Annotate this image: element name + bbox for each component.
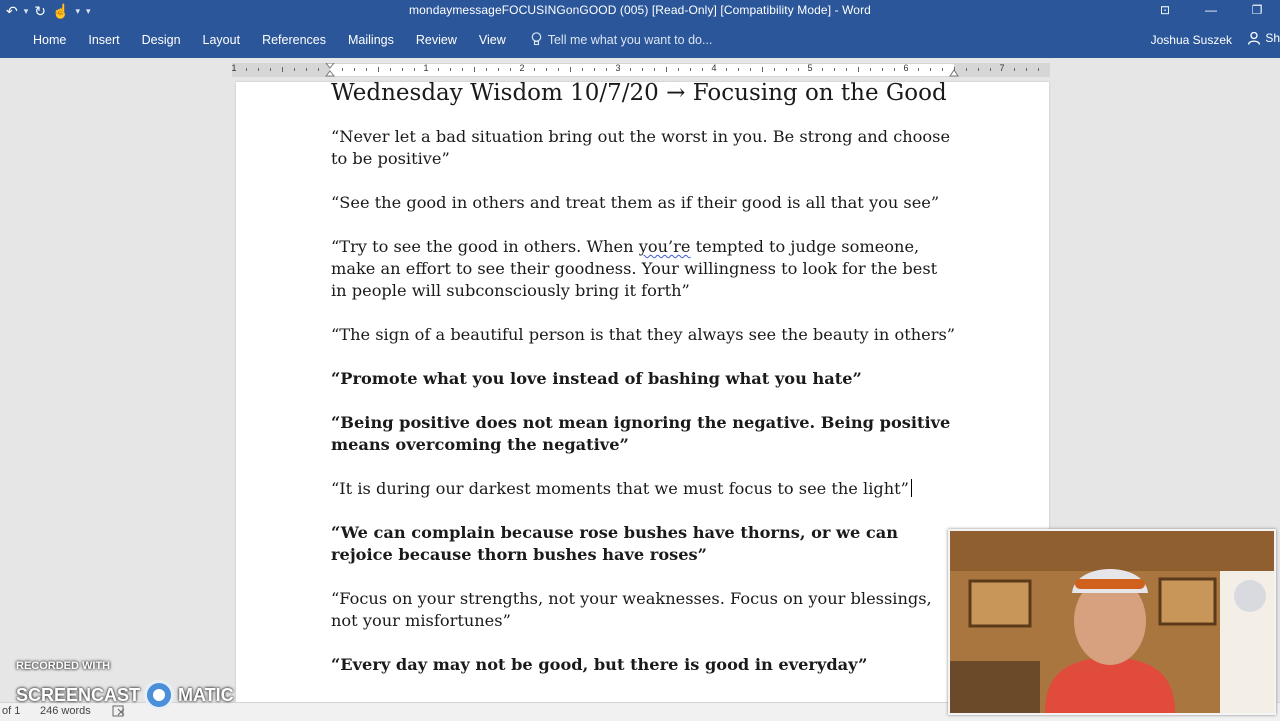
ruler-tick (414, 68, 415, 71)
quote-paragraph-bold: “Promote what you love instead of bashing what you hate” (331, 369, 862, 388)
quote-paragraph: “The sign of a beautiful person is that they always see the beauty in others” (331, 325, 956, 344)
ruler-tick (750, 68, 751, 71)
horizontal-ruler[interactable] (232, 63, 1050, 77)
user-name[interactable]: Joshua Suszek (1150, 33, 1232, 47)
quote-paragraph: “Never let a bad situation bring out the worst in you. Be strong and choose to be positive” (331, 127, 951, 168)
watermark-left-text: SCREENCAST (16, 684, 141, 705)
ruler-number: 4 (711, 63, 717, 73)
webcam-video-frame (950, 531, 1274, 713)
redo-icon[interactable]: ↻ (34, 2, 46, 19)
ruler-tick (570, 67, 571, 72)
restore-icon[interactable]: ❐ (1251, 3, 1263, 17)
document-page[interactable] (236, 82, 1049, 702)
ruler-tick (474, 67, 475, 72)
ruler-tick (870, 68, 871, 71)
share-button[interactable] (1247, 31, 1280, 45)
quote-paragraph-bold: “Being positive does not mean ignoring the negative. Being positive means overcoming the negative” (331, 413, 951, 454)
word-count[interactable]: 246 words (40, 705, 91, 717)
document-title: Wednesday Wisdom 10/7/20 → Focusing on the Good (331, 82, 947, 106)
ruler-tick (462, 68, 463, 71)
undo-dropdown-icon[interactable]: ▾ (23, 5, 29, 16)
quote-paragraph-bold: “Every day may not be good, but there is good in everyday” (331, 655, 868, 674)
minimize-icon[interactable]: — (1205, 3, 1217, 17)
tab-design[interactable]: Design (141, 33, 181, 47)
ruler-tick (702, 68, 703, 71)
ruler-tick (1026, 68, 1027, 71)
ruler-number: 1 (231, 63, 237, 73)
ruler-tick (438, 68, 439, 71)
quote-paragraph (331, 236, 956, 302)
ruler-number: 3 (615, 63, 621, 73)
tab-view[interactable]: View (478, 33, 506, 47)
person-icon (1247, 31, 1261, 45)
ruler-tick (378, 67, 379, 72)
ruler-tick (690, 68, 691, 71)
right-indent-marker[interactable] (949, 63, 959, 77)
ruler-tick (354, 68, 355, 71)
quote-paragraph: “Focus on your strengths, not your weaknesses. Focus on your blessings, not your misfortunes” (331, 589, 932, 630)
ruler-tick (498, 68, 499, 71)
ruler-tick (270, 68, 271, 71)
ruler-tick (918, 68, 919, 71)
ruler-tick (294, 68, 295, 71)
quote-paragraph: “See the good in others and treat them as if their good is all that you see” (331, 193, 940, 212)
ruler-tick (486, 68, 487, 71)
ruler-tick (594, 68, 595, 71)
tab-mailings[interactable]: Mailings (348, 33, 394, 47)
ruler-tick (774, 68, 775, 71)
ruler-number: 5 (807, 63, 813, 73)
tab-layout[interactable]: Layout (202, 33, 241, 47)
tell-me-box[interactable] (531, 32, 713, 49)
ruler-tick (630, 68, 631, 71)
ruler-tick (246, 68, 247, 71)
ruler-tick (858, 67, 859, 72)
tab-review[interactable]: Review (415, 33, 457, 47)
tab-insert[interactable]: Insert (88, 33, 120, 47)
tab-home[interactable]: Home (33, 33, 67, 47)
ruler-tick (582, 68, 583, 71)
ruler-tick (942, 68, 943, 71)
ruler-tick (822, 68, 823, 71)
ruler-tick (834, 68, 835, 71)
ruler-tick (798, 68, 799, 71)
ruler-number: 2 (519, 63, 525, 73)
ruler-tick (402, 68, 403, 71)
webcam-overlay (948, 529, 1276, 715)
ruler-tick (342, 68, 343, 71)
ruler-tick (642, 68, 643, 71)
ruler-tick (990, 68, 991, 71)
quote-text: “It is during our darkest moments that we must focus to see the light” (331, 479, 909, 498)
ruler-number: 7 (999, 63, 1005, 73)
left-indent-marker[interactable] (325, 63, 335, 77)
window-title: mondaymessageFOCUSINGonGOOD (005) [Read-Only] [Compatibility Mode] - Word (409, 3, 871, 17)
ruler-tick (738, 68, 739, 71)
ruler-tick (534, 68, 535, 71)
ruler-tick (282, 67, 283, 72)
ruler-tick (606, 68, 607, 71)
ruler-tick (978, 68, 979, 71)
ruler-tick (306, 68, 307, 71)
ruler-tick (786, 68, 787, 71)
ruler-tick (666, 67, 667, 72)
ruler-tick (1014, 68, 1015, 71)
watermark-brand (16, 680, 234, 710)
tab-references[interactable]: References (262, 33, 326, 47)
watermark-caption: RECORDED WITH (16, 660, 111, 672)
ruler-tick (762, 67, 763, 72)
share-label: Sh (1265, 31, 1280, 45)
ribbon-tabs (22, 22, 712, 58)
ribbon-display-options-icon[interactable]: ⊡ (1159, 3, 1171, 17)
spellcheck-flagged-word[interactable]: you’re (638, 237, 691, 256)
watermark-right-text: MATIC (178, 684, 234, 705)
ruler-tick (390, 68, 391, 71)
page-count[interactable]: of 1 (2, 705, 21, 717)
ruler-tick (846, 68, 847, 71)
ruler-tick (654, 68, 655, 71)
quote-text: “Try to see the good in others. When (331, 237, 639, 256)
ruler-tick (558, 68, 559, 71)
screencast-logo-icon (144, 680, 174, 710)
quote-text: tempted to judge someone, make an effort to see their goodness. Your willingness to look for the best in people will subconsciously bring it forth” (331, 237, 938, 300)
ruler-tick (258, 68, 259, 71)
ruler-tick (366, 68, 367, 71)
ribbon (0, 22, 1280, 58)
ruler-tick (450, 68, 451, 71)
ruler-tick (894, 68, 895, 71)
ruler-tick (678, 68, 679, 71)
ruler-tick (882, 68, 883, 71)
document-body[interactable] (331, 82, 956, 698)
ruler-tick (1038, 68, 1039, 71)
ruler-tick (726, 68, 727, 71)
title-bar (0, 0, 1280, 22)
ruler-tick (930, 68, 931, 71)
ruler-number: 6 (903, 63, 909, 73)
ruler-tick (966, 68, 967, 71)
ruler-tick (318, 68, 319, 71)
quote-paragraph-bold: “We can complain because rose bushes have thorns, or we can rejoice because thorn bushes have roses” (331, 523, 899, 564)
quote-paragraph (331, 478, 956, 500)
touch-dropdown-icon[interactable]: ▾ (75, 5, 80, 16)
lightbulb-icon (531, 32, 542, 49)
ruler-number: 1 (423, 63, 429, 73)
tell-me-placeholder: Tell me what you want to do... (547, 33, 713, 47)
undo-icon[interactable]: ↶ (6, 2, 18, 19)
window-controls (1142, 0, 1280, 22)
touch-mode-icon[interactable]: ☝ (52, 2, 70, 19)
ruler-tick (546, 68, 547, 71)
customize-qat-icon[interactable]: ▾ (85, 5, 91, 16)
ruler-tick (510, 68, 511, 71)
text-cursor (911, 479, 912, 497)
